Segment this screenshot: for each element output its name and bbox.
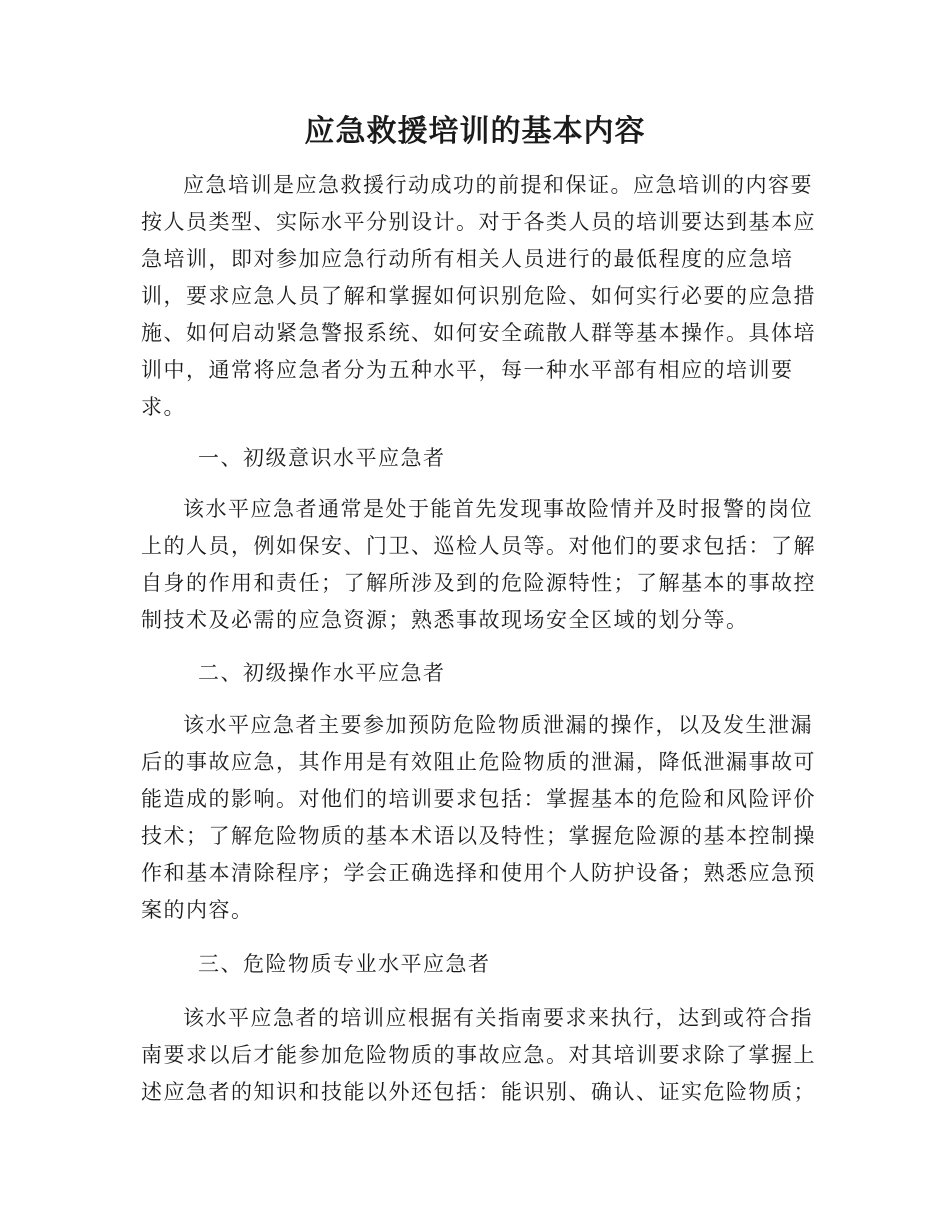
text-line: 后的事故应急，其作用是有效阻止危险物质的泄漏，降低泄漏事故可 [141,750,816,774]
document-title: 应急救援培训的基本内容 [304,114,646,149]
text-line: 作和基本清除程序；学会正确选择和使用个人防护设备；熟悉应急预 [141,861,816,885]
section-heading: 三、危险物质专业水平应急者 [198,952,491,976]
section-paragraph [141,1000,816,1111]
text-line: 应急培训是应急救援行动成功的前提和保证。应急培训的内容要 [183,173,813,197]
text-line: 该水平应急者的培训应根据有关指南要求来执行，达到或符合指 [183,1006,813,1030]
text-line: 案的内容。 [141,898,254,922]
section-heading: 一、初级意识水平应急者 [198,446,446,470]
section-paragraph [141,491,816,639]
text-line: 制技术及必需的应急资源；熟悉事故现场安全区域的划分等。 [141,608,749,632]
text-line: 述应急者的知识和技能以外还包括：能识别、确认、证实危险物质； [141,1080,816,1104]
section-paragraph [141,707,816,929]
text-line: 该水平应急者通常是处于能首先发现事故险情并及时报警的岗位 [183,497,813,521]
text-line: 施、如何启动紧急警报系统、如何安全疏散人群等基本操作。具体培 [141,321,816,345]
section-heading: 二、初级操作水平应急者 [198,661,446,685]
text-line: 求。 [141,395,186,419]
text-line: 按人员类型、实际水平分别设计。对于各类人员的培训要达到基本应 [141,210,816,234]
text-line: 上的人员，例如保安、门卫、巡检人员等。对他们的要求包括：了解 [141,534,816,558]
text-line: 能造成的影响。对他们的培训要求包括：掌握基本的危险和风险评价 [141,787,816,811]
text-line: 急培训，即对参加应急行动所有相关人员进行的最低程度的应急培 [141,247,794,271]
text-line: 自身的作用和责任；了解所涉及到的危险源特性；了解基本的事故控 [141,571,816,595]
text-line: 南要求以后才能参加危险物质的事故应急。对其培训要求除了掌握上 [141,1043,816,1067]
text-line: 训，要求应急人员了解和掌握如何识别危险、如何实行必要的应急措 [141,284,816,308]
text-line: 训中，通常将应急者分为五种水平，每一种水平部有相应的培训要 [141,358,794,382]
text-line: 技术；了解危险物质的基本术语以及特性；掌握危险源的基本控制操 [141,824,816,848]
intro-paragraph [141,167,816,426]
text-line: 该水平应急者主要参加预防危险物质泄漏的操作，以及发生泄漏 [183,713,813,737]
